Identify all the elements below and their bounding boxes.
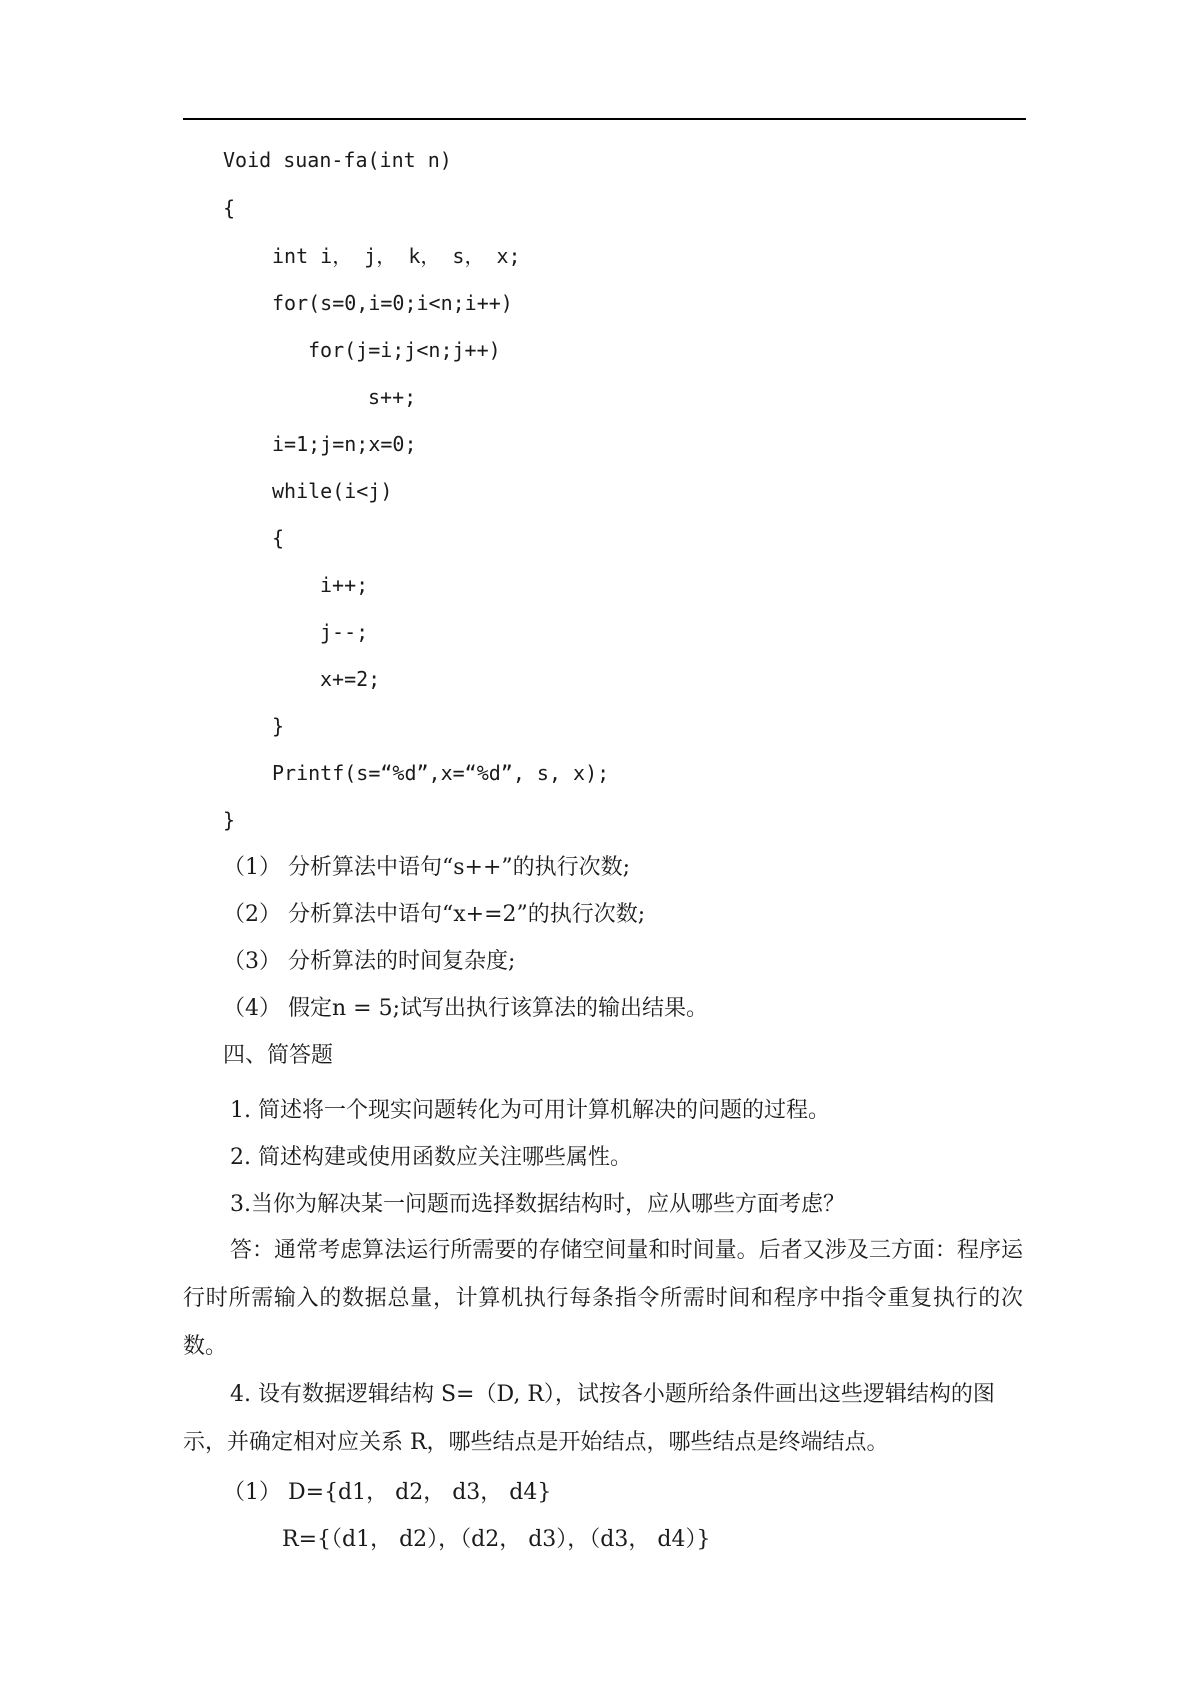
list-item: 3.当你为解决某一问题而选择数据结构时，应从哪些方面考虑？ xyxy=(230,1192,845,1217)
answer-paragraph: 答：通常考虑算法运行所需要的存储空间量和时间量。后者又涉及三方面：程序运行时所需输入的数据总量，计算机执行每条指令所需时间和程序中指令重复执行的次数。 xyxy=(183,1238,1023,1359)
question-item: （4） 假定n = 5;试写出执行该算法的输出结果。 xyxy=(223,996,708,1021)
code-line: Printf(s=“%d”,x=“%d”, s, x); xyxy=(272,761,610,785)
code-line: Void suan-fa(int n) xyxy=(223,148,452,172)
code-line: i=1;j=n;x=0; xyxy=(272,432,417,456)
code-line: while(i<j) xyxy=(272,479,393,503)
code-line: } xyxy=(272,714,285,738)
sub-question-d: （1） D={d1， d2， d3， d4} xyxy=(223,1480,552,1505)
section-title: 四、简答题 xyxy=(223,1043,334,1068)
question-item: （2） 分析算法中语句“x+=2”的执行次数; xyxy=(223,902,646,927)
question-item: （1） 分析算法中语句“s++”的执行次数; xyxy=(223,855,631,880)
code-line: { xyxy=(272,526,285,550)
code-line: i++; xyxy=(320,573,369,597)
code-line: x+=2; xyxy=(320,667,381,691)
list-item: 2. 简述构建或使用函数应关注哪些属性。 xyxy=(230,1145,632,1170)
code-line: } xyxy=(223,808,236,832)
code-line: for(s=0,i=0;i<n;i++) xyxy=(272,291,513,315)
list-item: 1. 简述将一个现实问题转化为可用计算机解决的问题的过程。 xyxy=(230,1098,830,1123)
code-line: for(j=i;j<n;j++) xyxy=(308,338,501,362)
header-rule xyxy=(183,118,1026,120)
code-line: { xyxy=(223,196,236,220)
sub-question-r: R={（d1， d2），（d2， d3），（d3， d4）} xyxy=(282,1527,711,1552)
question-item: （3） 分析算法的时间复杂度; xyxy=(223,949,516,974)
code-line: j--; xyxy=(320,620,369,644)
code-line: s++; xyxy=(368,385,417,409)
code-line: int i， j， k， s， x; xyxy=(272,244,521,268)
item-4-paragraph: 4. 设有数据逻辑结构 S=（D, R），试按各小题所给条件画出这些逻辑结构的图示，并确定相对应关系 R，哪些结点是开始结点，哪些结点是终端结点。 xyxy=(183,1382,995,1455)
